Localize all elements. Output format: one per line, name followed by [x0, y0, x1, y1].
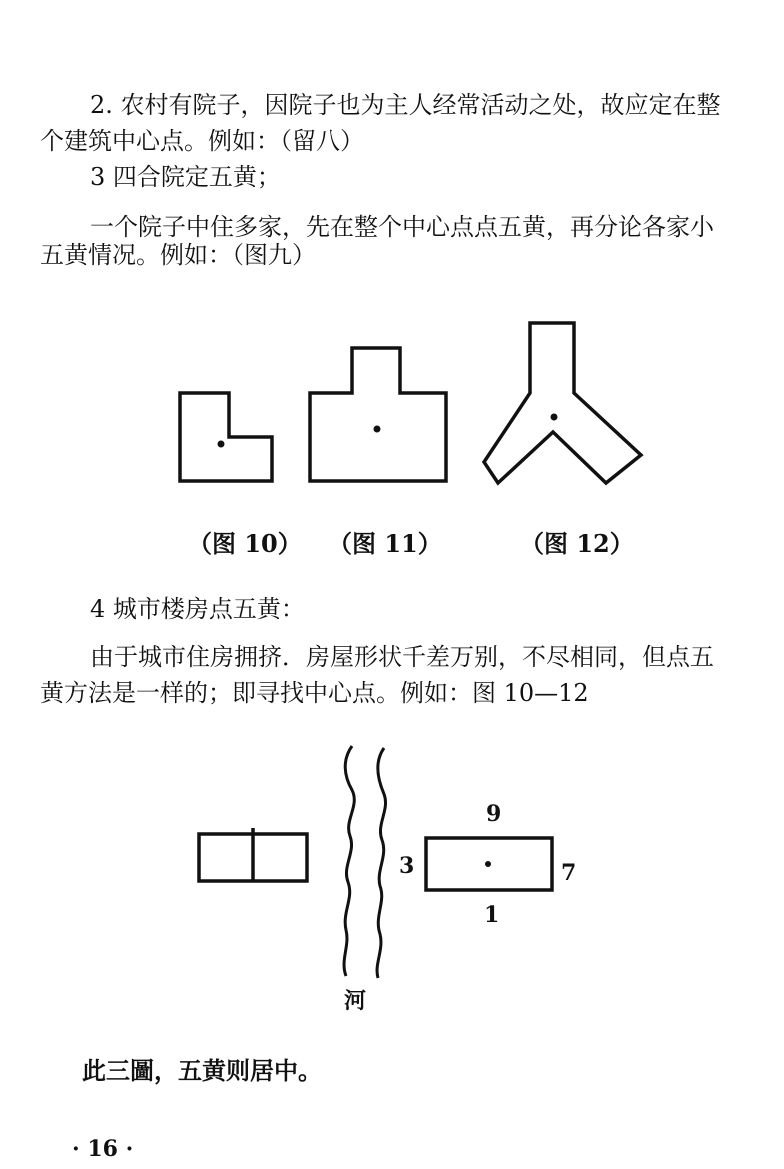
- paragraph-2-line-1: 一个院子中住多家，先在整个中心点点五黄，再分论各家小: [90, 213, 714, 241]
- paragraph-1-line-2: 个建筑中心点。例如：（留八）: [40, 127, 364, 155]
- fig12-center-dot: [551, 414, 558, 421]
- fig11-t-shape: [310, 348, 446, 481]
- fig11-center-dot: [374, 426, 381, 433]
- river-bank-right: [377, 748, 385, 978]
- paragraph-2-line-2: 五黄情况。例如：（图九）: [40, 241, 316, 269]
- fig10-l-shape: [180, 393, 272, 481]
- river-label-top: 9: [486, 801, 502, 827]
- fig10-caption: （图 10）: [188, 529, 302, 558]
- page-number: · 16 ·: [72, 1136, 134, 1162]
- fig11-caption: （图 11）: [328, 529, 442, 558]
- river-bank-left: [344, 746, 354, 976]
- heading-3: 3 四合院定五黄；: [90, 163, 281, 191]
- river-right-building-center: [485, 861, 491, 867]
- paragraph-1-line-1: 2. 农村有院子，因院子也为主人经常活动之处，故应定在整: [90, 91, 721, 119]
- river-name-label: 河: [344, 988, 367, 1014]
- river-label-left: 3: [399, 853, 415, 879]
- paragraph-3-line-2: 黄方法是一样的；即寻找中心点。例如：图 10—12: [40, 679, 589, 707]
- fig10-center-dot: [218, 441, 225, 448]
- paragraph-3-line-1: 由于城市住房拥挤．房屋形状千差万别，不尽相同，但点五: [90, 643, 714, 671]
- heading-4: 4 城市楼房点五黄：: [90, 595, 305, 623]
- conclusion-line: 此三圖，五黄则居中。: [82, 1056, 322, 1085]
- fig12-y-shape: [484, 323, 641, 483]
- fig12-caption: （图 12）: [520, 529, 634, 558]
- river-label-bottom: 1: [484, 902, 500, 928]
- river-label-right: 7: [561, 860, 577, 886]
